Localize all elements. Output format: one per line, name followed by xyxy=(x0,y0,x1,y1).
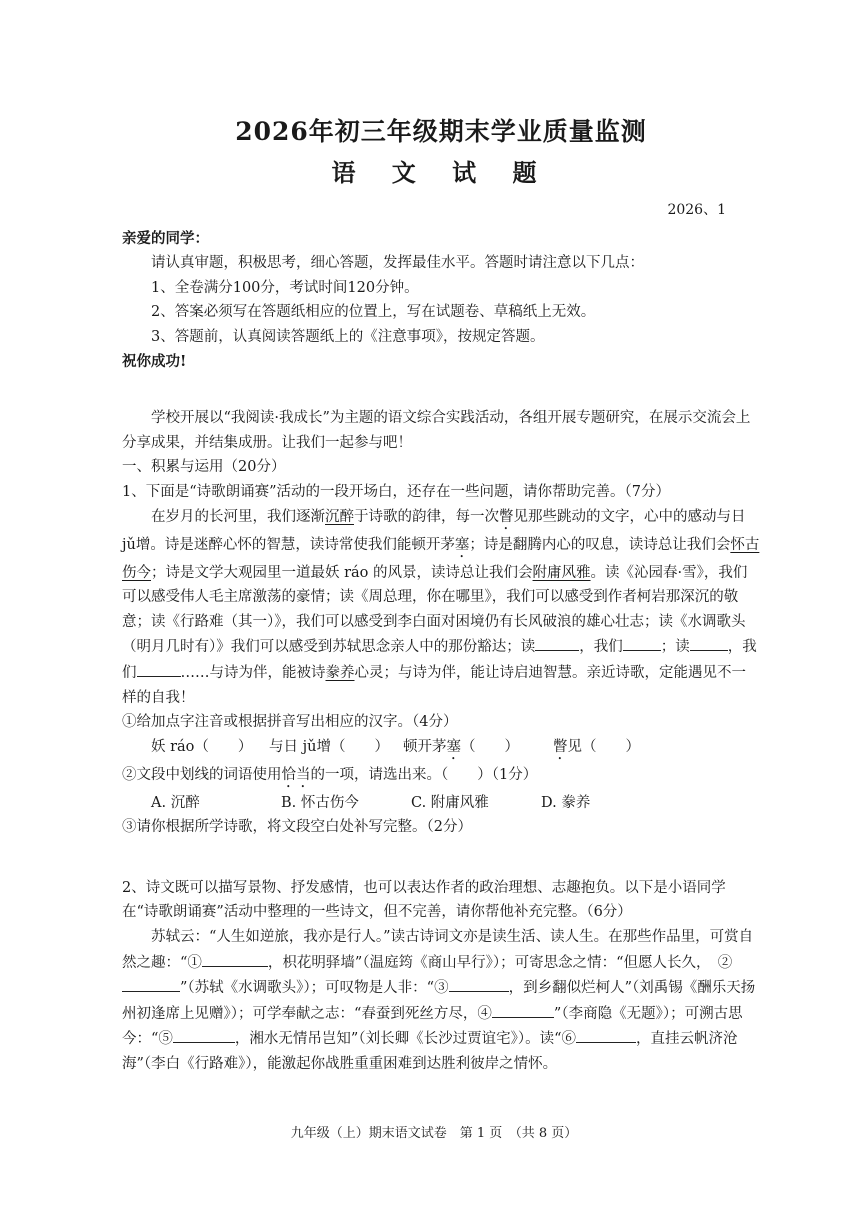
pinyin-item: 与日 jǔ增（ ） xyxy=(269,738,389,755)
pinyin-item: 妖 ráo（ ） xyxy=(151,738,253,755)
dotted-char: 瞥 xyxy=(499,508,514,525)
pinyin-item: 瞥见（ ） xyxy=(553,738,640,755)
pinyin-item: 顿开茅塞（ ） xyxy=(403,738,519,755)
option-d[interactable]: D. 豢养 xyxy=(541,794,591,811)
answer-blank[interactable] xyxy=(623,634,661,651)
exam-date: 2026、1 xyxy=(667,202,726,218)
q1-sub3: ③请你根据所学诗歌，将文段空白处补写完整。（2分） xyxy=(122,819,472,836)
answer-blank[interactable] xyxy=(576,1026,636,1043)
option-a[interactable]: A. 沉醉 xyxy=(151,794,200,811)
notice-block xyxy=(122,251,760,349)
notice-line: 3、答题前，认真阅读答题纸上的《注意事项》，按规定答题。 xyxy=(151,328,545,345)
answer-blank[interactable] xyxy=(492,1001,554,1018)
answer-blank[interactable] xyxy=(690,634,728,651)
closing: 祝你成功! xyxy=(122,352,187,370)
underlined-word: 附庸风雅 xyxy=(532,564,591,581)
option-b[interactable]: B. 怀古伤今 xyxy=(281,794,359,811)
underlined-word: 豢养 xyxy=(325,664,355,681)
dotted-char: 塞 xyxy=(454,536,470,553)
pinyin-items xyxy=(122,735,760,763)
notice-line: 请认真审题，积极思考，细心答题，发挥最佳水平。答题时请注意以下几点： xyxy=(151,255,644,272)
greeting: 亲爱的同学： xyxy=(122,229,209,247)
q1-passage: 在岁月的长河里，我们逐渐沉醉于诗歌的韵律，每一次瞥见那些跳动的文字，心中的感动与日 jǔ增。诗是迷醉心怀的智慧，读诗常使我们能顿开茅塞；诗是翻腾内心的叹息，读诗总让我们会怀古伤今；诗是文学大观园里一道最妖 ráo 的风景，读诗总让我们会附庸风雅。读《沁园春·雪》，我们可以感受伟人毛主席激荡的豪情；读《周总理，你在哪里》，我们可以感受到作者柯岩那深沉的敬意；读《行路难（其一）》，我们可以感受到李白面对困境仍有长风破浪的雄心壮志；读《水调歌头（明月几时有）》我们可以感受到苏轼思念亲人中的那份豁达；读 ，我们 ；读 ，我们 ……与诗为伴，能被诗豢养心灵；与诗为伴，能让诗启迪智慧。亲近诗歌，定能遇见不一样的自我！ xyxy=(122,508,760,706)
answer-blank[interactable] xyxy=(535,634,579,651)
answer-blank[interactable] xyxy=(202,950,268,967)
answer-blank[interactable] xyxy=(137,660,181,677)
q2-stem: 2、诗文既可以描写景物、抒发感情，也可以表达作者的政治理想、志趣抱负。以下是小语同学在“诗歌朗诵赛”活动中整理的一些诗文，但不完善，请你帮他补充完整。（6分） xyxy=(122,879,726,921)
answer-blank[interactable] xyxy=(122,975,180,992)
q1-sub1: ①给加点字注音或根据拼音写出相应的汉字。（4分） xyxy=(122,714,458,731)
exam-title: 2026年初三年级期末学业质量监测 xyxy=(235,117,647,146)
exam-subtitle: 语 文 试 题 xyxy=(331,158,551,187)
page-footer: 九年级（上）期末语文试卷 第 1 页 （共 8 页） xyxy=(290,1126,578,1141)
underlined-word: 怀古伤今 xyxy=(122,536,760,581)
q1-options xyxy=(122,791,760,816)
section-heading: 一、积累与运用（20分） xyxy=(122,459,286,476)
underlined-word: 沉醉 xyxy=(325,508,354,525)
notice-line: 1、全卷满分100分，考试时间120分钟。 xyxy=(151,279,419,296)
option-c[interactable]: C. 附庸风雅 xyxy=(411,794,489,811)
q1-stem: 1、下面是“诗歌朗诵赛”活动的一段开场白，还存在一些问题，请你帮助完善。（7分） xyxy=(122,483,671,500)
answer-blank[interactable] xyxy=(173,1026,235,1043)
q1-sub2: ②文段中划线的词语使用恰当的一项，请选出来。（ ）（1分） xyxy=(122,766,538,783)
notice-line: 2、答案必须写在答题纸相应的位置上，写在试题卷、草稿纸上无效。 xyxy=(151,304,596,321)
intro-paragraph: 学校开展以“我阅读·我成长”为主题的语文综合实践活动，各组开展专题研究，在展示交流会上分享成果，并结集成册。让我们一起参与吧！ xyxy=(122,410,751,451)
answer-blank[interactable] xyxy=(449,975,509,992)
q2-passage: 苏轼云：“人生如逆旅，我亦是行人。”读古诗词文亦是读生活、读人生。在那些作品里，可赏自然之趣：“① ，枳花明驿墙”（温庭筠《商山早行》）；可寄思念之情：“但愿人长久， ②”（苏轼《水调歌头》）；可叹物是人非：“③ ，到乡翻似烂柯人”（刘禹锡《酬乐天扬州初逢席上见赠》）；可学奉献之志：“春蚕到死丝方尽，④ ”（李商隐《无题》）；可溯古思今：“⑤ ，湘水无情吊岂知”（刘长卿《长沙过贾谊宅》）。读“⑥ ，直挂云帆济沧海”（李白《行路难》），能激起你战胜重重困难到达胜利彼岸之情怀。 xyxy=(122,929,756,1073)
